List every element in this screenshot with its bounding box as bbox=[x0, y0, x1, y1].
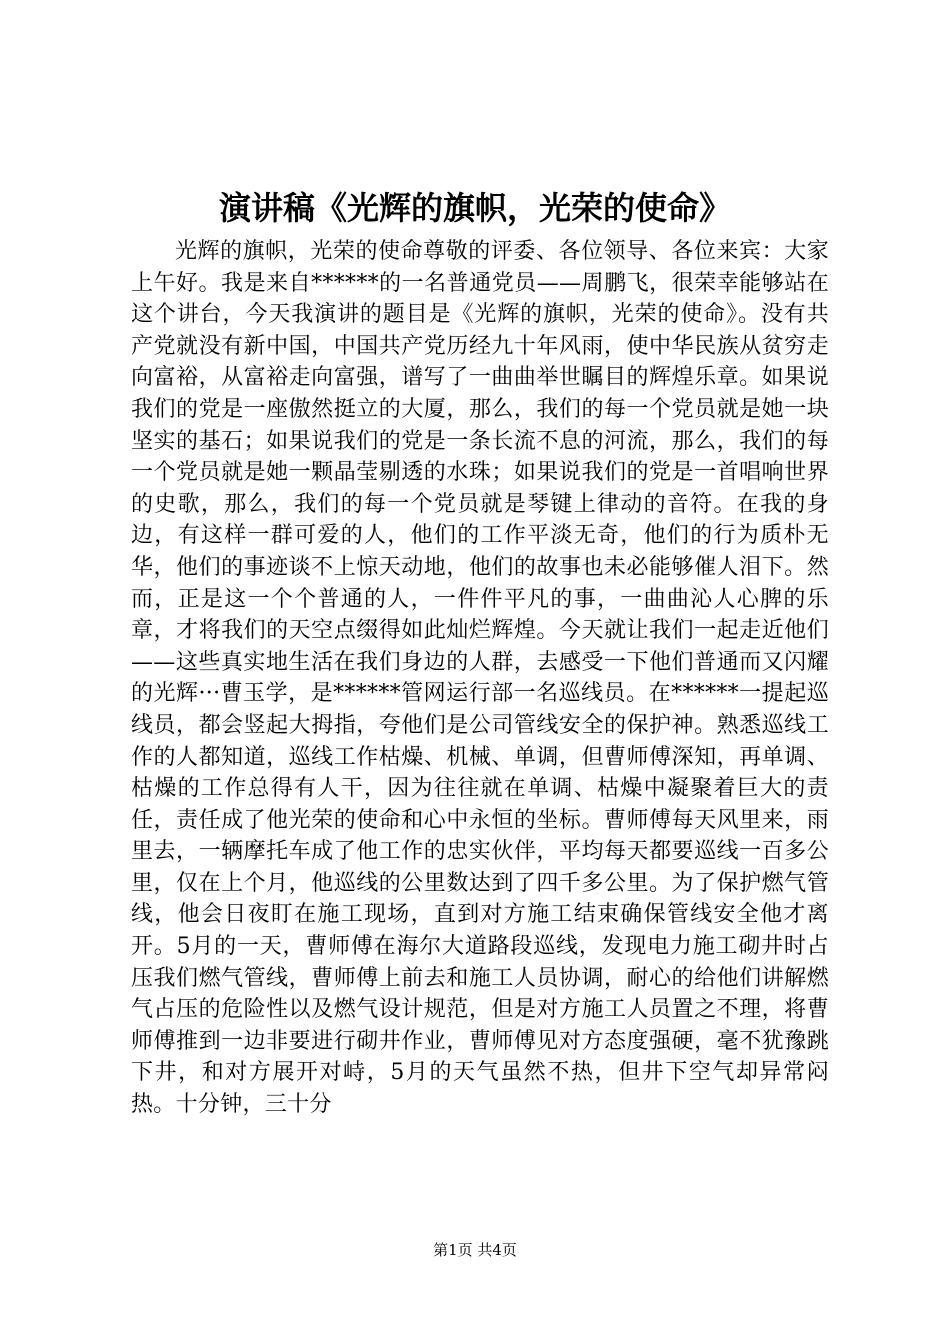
document-title: 演讲稿《光辉的旗帜，光荣的使命》 bbox=[218, 189, 731, 227]
page-number-footer: 第1页 共4页 bbox=[433, 1241, 517, 1259]
document-body-paragraph: 光辉的旗帜，光荣的使命尊敬的评委、各位领导、各位来宾：大家上午好。我是来自******的一名普通党员——周鹏飞，很荣幸能够站在这个讲台，今天我演讲的题目是《光辉的旗帜，光荣的使命》。没有共产党就没有新中国，中国共产党历经九十年风雨，使中华民族从贫穷走向富裕，从富裕走向富强，谱写了一曲曲举世瞩目的辉煌乐章。如果说我们的党是一座傲然挺立的大厦，那么，我们的每一个党员就是她一块坚实的基石；如果说我们的党是一条长流不息的河流，那么，我们的每一个党员就是她一颗晶莹剔透的水珠；如果说我们的党是一首唱响世界的史歌，那么，我们的每一个党员就是琴键上律动的音符。在我的身边，有这样一群可爱的人，他们的工作平淡无奇，他们的行为质朴无华，他们的事迹谈不上惊天动地，他们的故事也未必能够催人泪下。然而，正是这一个个普通的人，一件件平凡的事，一曲曲沁人心脾的乐章，才将我们的天空点缀得如此灿烂辉煌。今天就让我们一起走近他们——这些真实地生活在我们身边的人群，去感受一下他们普通而又闪耀的光辉···曹玉学，是******管网运行部一名巡线员。在******一提起巡线员，都会竖起大拇指，夸他们是公司管线安全的保护神。熟悉巡线工作的人都知道，巡线工作枯燥、机械、单调，但曹师傅深知，再单调、枯燥的工作总得有人干，因为往往就在单调、枯燥中凝聚着巨大的责任，责任成了他光荣的使命和心中永恒的坐标。曹师傅每天风里来，雨里去，一辆摩托车成了他工作的忠实伙伴，平均每天都要巡线一百多公里，仅在上个月，他巡线的公里数达到了四千多公里。为了保护燃气管线，他会日夜盯在施工现场，直到对方施工结束确保管线安全他才离开。5月的一天，曹师傅在海尔大道路段巡线，发现电力施工砌井时占压我们燃气管线，曹师傅上前去和施工人员协调，耐心的给他们讲解燃气占压的危险性以及燃气设计规范，但是对方施工人员置之不理，将曹师傅推到一边非要进行砌井作业，曹师傅见对方态度强硬，毫不犹豫跳下井，和对方展开对峙，5月的天气虽然不热，但井下空气却异常闷热。十分钟，三十分 bbox=[131, 239, 829, 1118]
